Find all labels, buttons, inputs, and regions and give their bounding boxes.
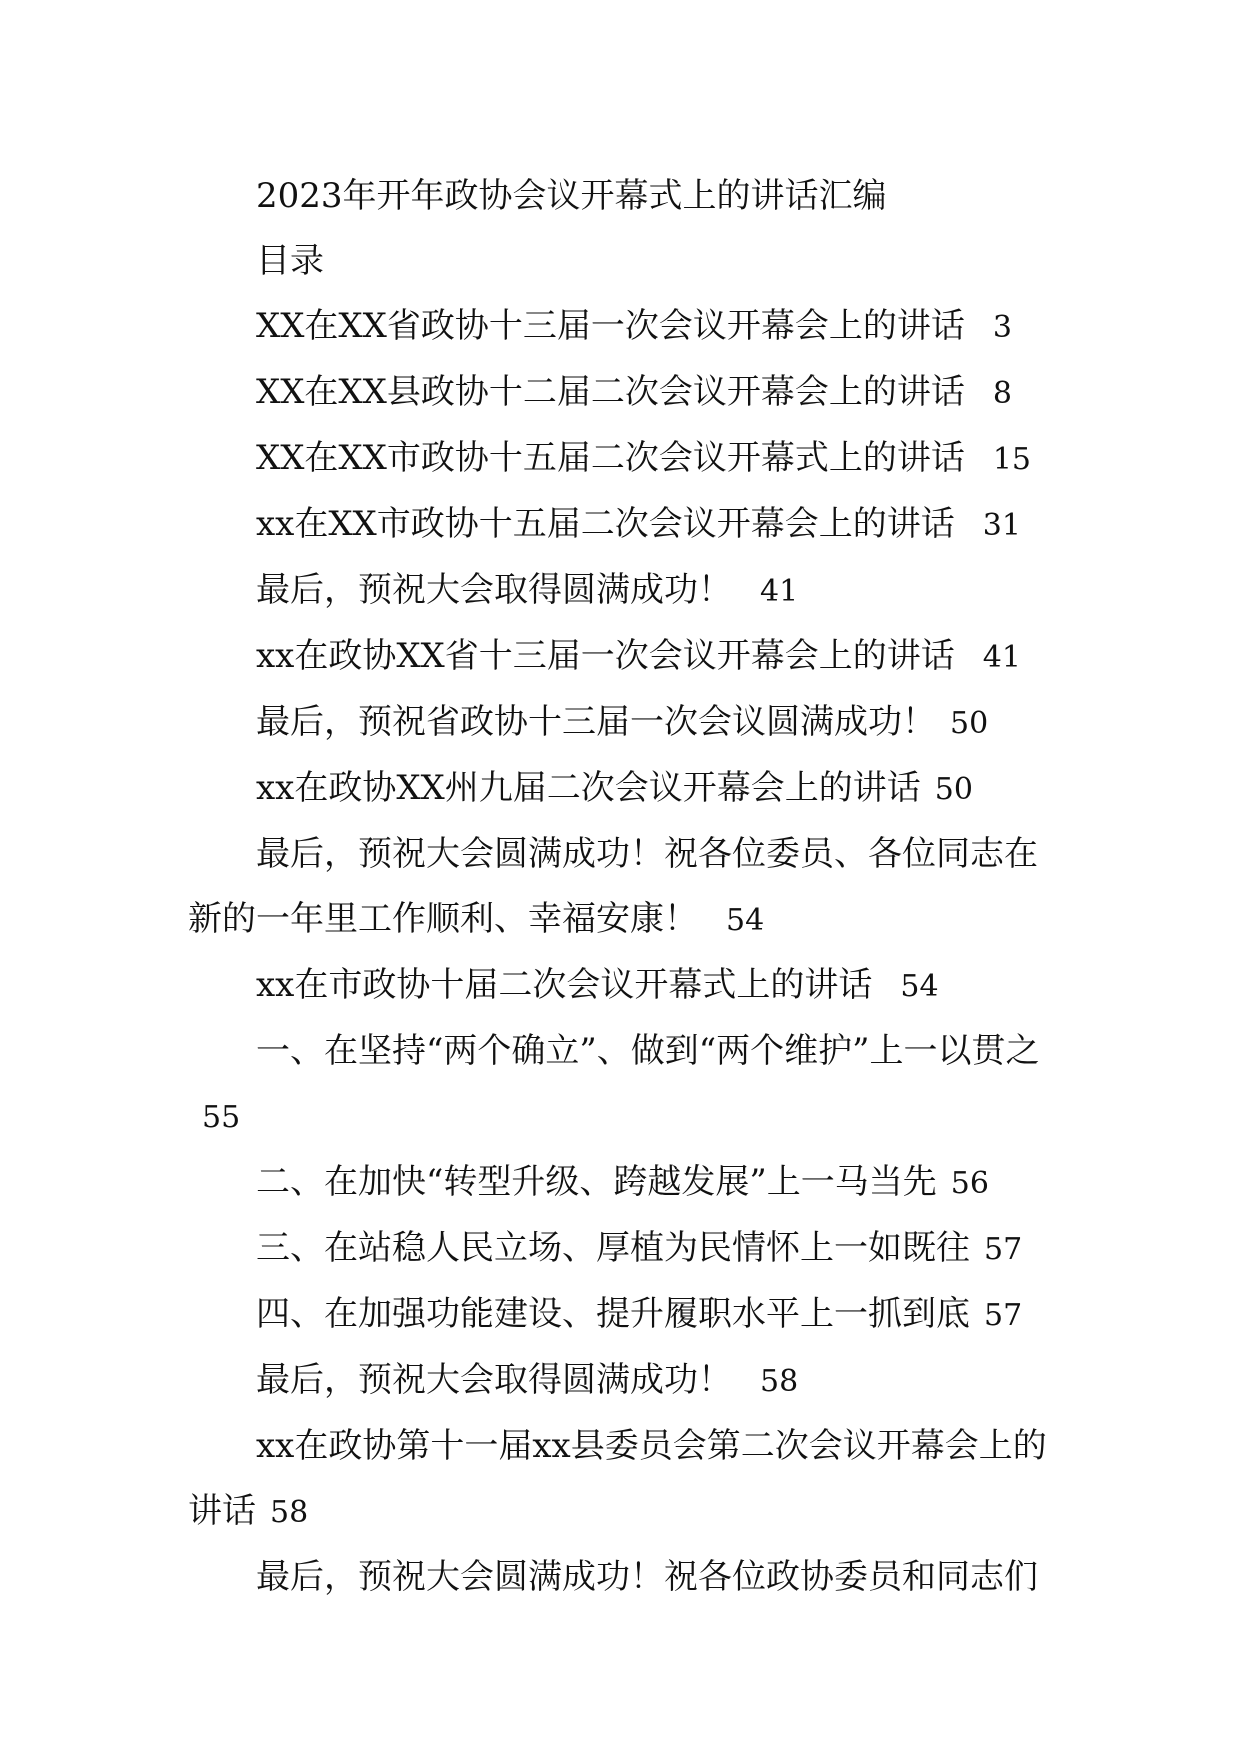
toc-entry-page: 57 xyxy=(984,1298,1023,1333)
toc-entry-text: XX在XX市政协十五届二次会议开幕式上的讲话 xyxy=(256,438,965,478)
toc-entry[interactable] xyxy=(188,1545,1060,1610)
toc-entry[interactable] xyxy=(188,1348,1060,1414)
toc-entry[interactable] xyxy=(188,1150,1060,1216)
toc-heading: 目录 xyxy=(256,241,324,281)
toc-entry-page: 50 xyxy=(934,772,973,807)
toc-entry[interactable] xyxy=(188,558,1060,624)
toc-entry-text: 四、在加强功能建设、提升履职水平上一抓到底 xyxy=(256,1294,970,1334)
toc-entry[interactable] xyxy=(188,1414,1060,1545)
toc-entry-text: 三、在站稳人民立场、厚植为民情怀上一如既往 xyxy=(256,1228,970,1268)
toc-entry-text: XX在XX县政协十二届二次会议开幕会上的讲话 xyxy=(256,372,965,412)
toc-entry-text: 最后，预祝大会取得圆满成功！ xyxy=(256,1360,732,1400)
toc-entry[interactable] xyxy=(188,1216,1060,1282)
toc-entry-text: xx在政协XX省十三届一次会议开幕会上的讲话 xyxy=(256,636,955,676)
toc-entry-text: 最后，预祝大会圆满成功！祝各位委员、各位同志在新的一年里工作顺利、幸福安康！ xyxy=(188,834,1038,939)
toc-entry[interactable] xyxy=(188,756,1060,822)
toc-entry[interactable] xyxy=(188,426,1060,492)
toc-entry[interactable] xyxy=(188,624,1060,690)
toc-entry[interactable] xyxy=(188,294,1060,360)
toc-entry-text: 最后，预祝大会取得圆满成功！ xyxy=(256,570,732,610)
toc-entry-page: 41 xyxy=(760,574,799,609)
toc-entry[interactable] xyxy=(188,822,1060,953)
toc-entry-page: 8 xyxy=(992,376,1012,411)
toc-entry-text: 一、在坚持“两个确立”、做到“两个维护”上一以贯之 xyxy=(256,1031,1040,1071)
toc-entry-text: xx在XX市政协十五届二次会议开幕会上的讲话 xyxy=(256,504,955,544)
toc-entry-text: xx在政协第十一届xx县委员会第二次会议开幕会上的讲话 xyxy=(188,1426,1047,1531)
toc-entry-text: 最后，预祝大会圆满成功！祝各位政协委员和同志们 xyxy=(256,1557,1038,1597)
toc-entry-page: 31 xyxy=(982,508,1021,543)
toc-entry-page: 54 xyxy=(726,903,765,938)
toc-entry[interactable] xyxy=(188,1019,1060,1150)
toc-entry-text: 二、在加快“转型升级、跨越发展”上一马当先 xyxy=(256,1162,937,1202)
toc-entry-text: XX在XX省政协十三届一次会议开幕会上的讲话 xyxy=(256,306,965,346)
toc-entry[interactable] xyxy=(188,1282,1060,1348)
toc-entry[interactable] xyxy=(188,360,1060,426)
document-body xyxy=(188,164,1060,1610)
toc-entry-page: 56 xyxy=(950,1166,989,1201)
document-title: 2023年开年政协会议开幕式上的讲话汇编 xyxy=(256,176,887,216)
toc-entry-text: 最后，预祝省政协十三届一次会议圆满成功！ xyxy=(256,702,936,742)
toc-entry-page: 50 xyxy=(950,706,989,741)
toc-entry[interactable] xyxy=(188,953,1060,1019)
toc-entry-page: 41 xyxy=(982,640,1021,675)
toc-entry-page: 57 xyxy=(984,1232,1023,1267)
toc-entry-page: 3 xyxy=(992,310,1012,345)
toc-entry-page: 15 xyxy=(992,442,1032,477)
toc-entry-text: xx在市政协十届二次会议开幕式上的讲话 xyxy=(256,965,873,1005)
toc-entry-page: 55 xyxy=(202,1100,241,1135)
toc-entry-page: 58 xyxy=(270,1495,309,1530)
toc-entry-text: xx在政协XX州九届二次会议开幕会上的讲话 xyxy=(256,768,921,808)
toc-entry[interactable] xyxy=(188,492,1060,558)
toc-entry-page: 54 xyxy=(900,969,939,1004)
toc-entry[interactable] xyxy=(188,690,1060,756)
toc-entry-page: 58 xyxy=(760,1364,799,1399)
